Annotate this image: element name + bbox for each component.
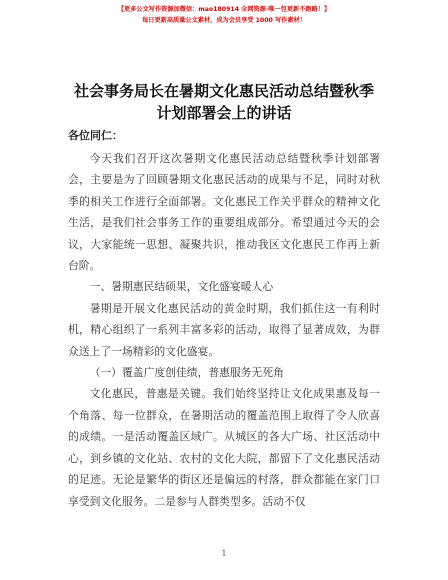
section-heading-1: 一、暑期惠民结硕果，文化盛宴暖人心 [89,280,274,294]
greeting: 各位同仁： [68,129,123,142]
subsection-1-paragraph: 文化惠民，普惠是关键。我们始终坚持让文化成果惠及每一个角落、每一位群众，在暑期活动的覆盖范围上取得了令人欣喜的成绩。一是活动覆盖区域广。从城区的各大广场、社区活动中心，到乡镇的文化站、农村的文化大院，都留下了文化惠民活动的足迹。无论是繁华的街区还是偏远的村落，群众都能在家门口享受到文化服务。二是参与人群类型多。活动不仅 [68,387,380,508]
section-1-paragraph: 暑期是开展文化惠民活动的黄金时期，我们抓住这一有利时机，精心组织了一系列丰富多彩的活动，取得了显著成效，为群众送上了一场精彩的文化盛宴。 [68,301,380,358]
document-title-line1: 社会事务局长在暑期文化惠民活动总结暨秋季 [73,82,374,100]
subsection-heading-1: （一）覆盖广度创佳绩，普惠服务无死角 [89,366,284,380]
promo-banner [0,4,448,26]
opening-paragraph: 今天我们召开这次暑期文化惠民活动总结暨秋季计划部署会，主要是为了回顾暑期文化惠民活动的成果与不足，同时对秋季的相关工作进行全面部署。文化惠民工作关乎群众的精神文化生活，是我们社会事务工作的重要组成部分。希望通过今天的会议，大家能统一思想、凝聚共识，推动我区文化惠民工作再上新台阶。 [68,152,380,273]
promo-banner-line1: 【更多公文写作资源加微信：mao180914 全网资源·唯一包更新不跑路！】 [117,6,331,13]
document-title-line2: 计划部署会上的讲话 [156,104,292,122]
promo-banner-line2: 每日更新高质量公文素材，成为会员享受 1000 写作素材！ [142,17,306,24]
speech-body [68,148,380,512]
page-number: 1 [221,549,227,558]
document-title [0,80,448,124]
